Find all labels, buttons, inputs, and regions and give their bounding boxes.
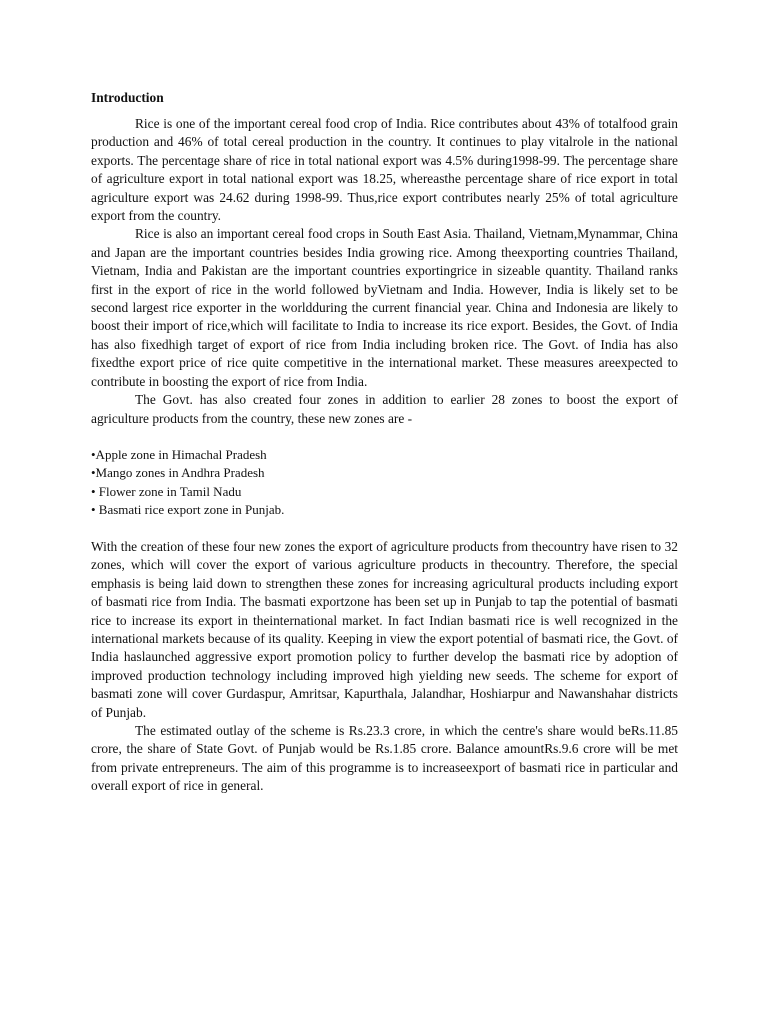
- spacer: [91, 520, 678, 538]
- list-item: •Apple zone in Himachal Pradesh: [91, 446, 267, 462]
- paragraph-rice-asia: Rice is also an important cereal food crops in South East Asia. Thailand, Vietnam,Mynammar, China and Japan are the important countries besides India growing rice. Among theexporting countries Thailand, Vietnam, India and Pakistan are the important countries exportingrice in sizeable quantity. Thailand ranks first in the export of rice in the world followed byVietnam and India. However, India is likely set to be second largest rice exporter in the worldduring the current financial year. China and Indonesia are likely to boost their import of rice,which will facilitate to India to increase its rice export. Besides, the Govt. of India has also fixedhigh target of export of rice from India including broken rice. The Govt. of India has also fixedthe export price of rice quite competitive in the international market. These measures areexpected to contribute in boosting the export of rice from India.: [91, 226, 678, 389]
- zones-list: [91, 446, 678, 520]
- list-item: • Basmati rice export zone in Punjab.: [91, 502, 285, 518]
- spacer: [91, 428, 678, 446]
- paragraph-basmati-zone: With the creation of these four new zones the export of agriculture products from thecountry have risen to 32 zones, which will cover the export of various agriculture products in thecountry. Therefore, the special emphasis is being laid down to strengthen these zones for increasing agricultural products including export of basmati rice from India. The basmati exportzone has been set up in Punjab to tap the potential of basmati rice to increase its export in theinternational market. In fact Indian basmati rice is well recognized in the international markets because of its quality. Keeping in view the export potential of basmati rice, the Govt. of India haslaunched aggressive export promotion policy to further develop the basmati rice by adoption of improved production technology including improved high yielding new seeds. The scheme for export of basmati zone will cover Gurdaspur, Amritsar, Kapurthala, Jalandhar, Hoshiarpur and Nawanshahar districts of Punjab.: [91, 538, 678, 720]
- section-heading: Introduction: [91, 90, 164, 105]
- list-item: • Flower zone in Tamil Nadu: [91, 483, 242, 499]
- list-item: •Mango zones in Andhra Pradesh: [91, 465, 265, 481]
- paragraph-rice-share: Rice is one of the important cereal food crop of India. Rice contributes about 43% of totalfood grain production and 46% of total cereal production in the country. It continues to play vitalrole in the national exports. The percentage share of rice in total national export was 4.5% during1998-99. The percentage share of agriculture export in total national export was 18.25, whereasthe percentage share of rice export in total agriculture export was 24.62 during 1998-99. Thus,rice export contributes nearly 25% of total agriculture export from the country.: [91, 116, 678, 224]
- paragraph-new-zones: The Govt. has also created four zones in addition to earlier 28 zones to boost the export of agriculture products from the country, these new zones are -: [91, 392, 678, 426]
- paragraph-scheme-outlay: The estimated outlay of the scheme is Rs.23.3 crore, in which the centre's share would beRs.11.85 crore, the share of State Govt. of Punjab would be Rs.1.85 crore. Balance amountRs.9.6 crore will be met from private entrepreneurs. The aim of this programme is to increaseexport of basmati rice in particular and overall export of rice in general.: [91, 722, 678, 794]
- document-page: [91, 89, 678, 796]
